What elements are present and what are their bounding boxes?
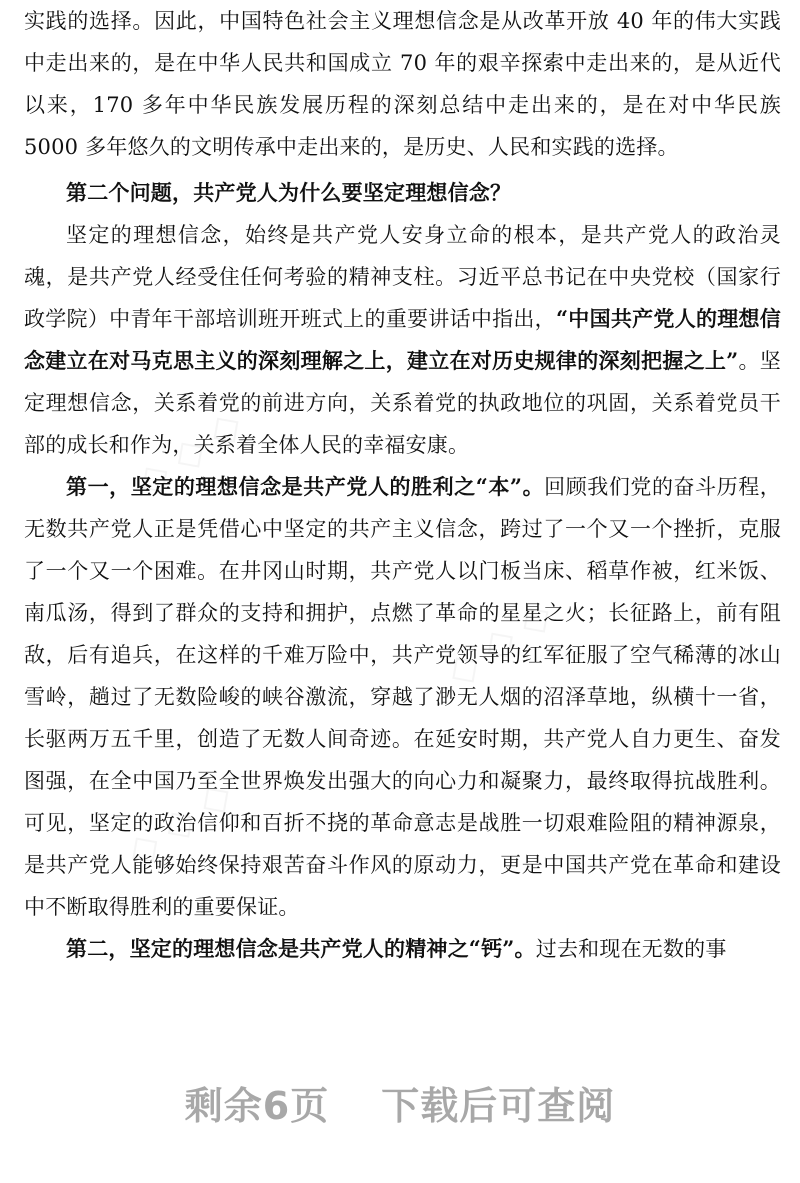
paragraph-spirit bbox=[24, 928, 781, 970]
point-one-body: 回顾我们党的奋斗历程，无数共产党人正是凭借心中坚定的共产主义信念，跨过了一个又一个挫折，克服了一个又一个困难。在井冈山时期，共产党人以门板当床、稻草作被，红米饭、南瓜汤，得到了群众的支持和拥护，点燃了革命的星星之火；长征路上，前有阻敌，后有追兵，在这样的千难万险中，共产党领导的红军征服了空气稀薄的冰山雪岭，趟过了无数险峻的峡谷激流，穿越了渺无人烟的沼泽草地，纵横十一省，长驱两万五千里，创造了无数人间奇迹。在延安时期，共产党人自力更生、奋发图强，在全中国乃至全世界焕发出强大的向心力和凝聚力，最终取得抗战胜利。可见，坚定的政治信仰和百折不挠的革命意志是战胜一切艰难险阻的精神源泉，是共产党人能够始终保持艰苦奋斗作风的原动力，更是中国共产党在革命和建设中不断取得胜利的重要保证。 bbox=[24, 475, 782, 919]
paragraph-ideals bbox=[24, 214, 781, 466]
download-to-view-label: 下载后可查阅 bbox=[381, 1084, 616, 1128]
document-page bbox=[24, 0, 781, 970]
point-two-body: 过去和现在无数的事 bbox=[535, 937, 727, 961]
paragraph-intro: 实践的选择。因此，中国特色社会主义理想信念是从改革开放 40 年的伟大实践中走出来的，是在中华人民共和国成立 70 年的艰辛探索中走出来的，是从近代以来，170 多年中华民族发展历程的深刻总结中走出来的，是在对中华民族 5000 多年悠久的文明传承中走出来的，是历史、人民和实践的选择。 bbox=[24, 9, 781, 159]
paragraph-victory bbox=[24, 466, 781, 928]
paragraph-ideals-text-a: 坚定的理想信念，始终是共产党人安身立命的根本，是共产党人的政治灵魂，是共产党人经受住任何考验的精神支柱。习近平总书记在中央党校（国家行政学院）中青年干部培训班开班式上的重要讲话中指出， bbox=[24, 223, 781, 331]
point-two-lead: 第二，坚定的理想信念是共产党人的精神之“钙”。 bbox=[66, 936, 536, 961]
download-notice bbox=[0, 1075, 800, 1130]
section-heading: 第二个问题，共产党人为什么要坚定理想信念？ bbox=[66, 181, 512, 205]
remaining-pages-label: 剩余6页 bbox=[184, 1084, 330, 1128]
point-one-lead: 第一，坚定的理想信念是共产党人的胜利之“本”。 bbox=[66, 474, 545, 499]
xi-quote: “中国共产党人的理想信念建立在对马克思主义的深刻理解之上，建立在对历史规律的深刻把握之上” bbox=[24, 306, 782, 373]
paragraph-ideals-text-b: 。坚定理想信念，关系着党的前进方向，关系着党的执政地位的巩固，关系着党员干部的成长和作为，关系着全体人民的幸福安康。 bbox=[24, 349, 781, 457]
